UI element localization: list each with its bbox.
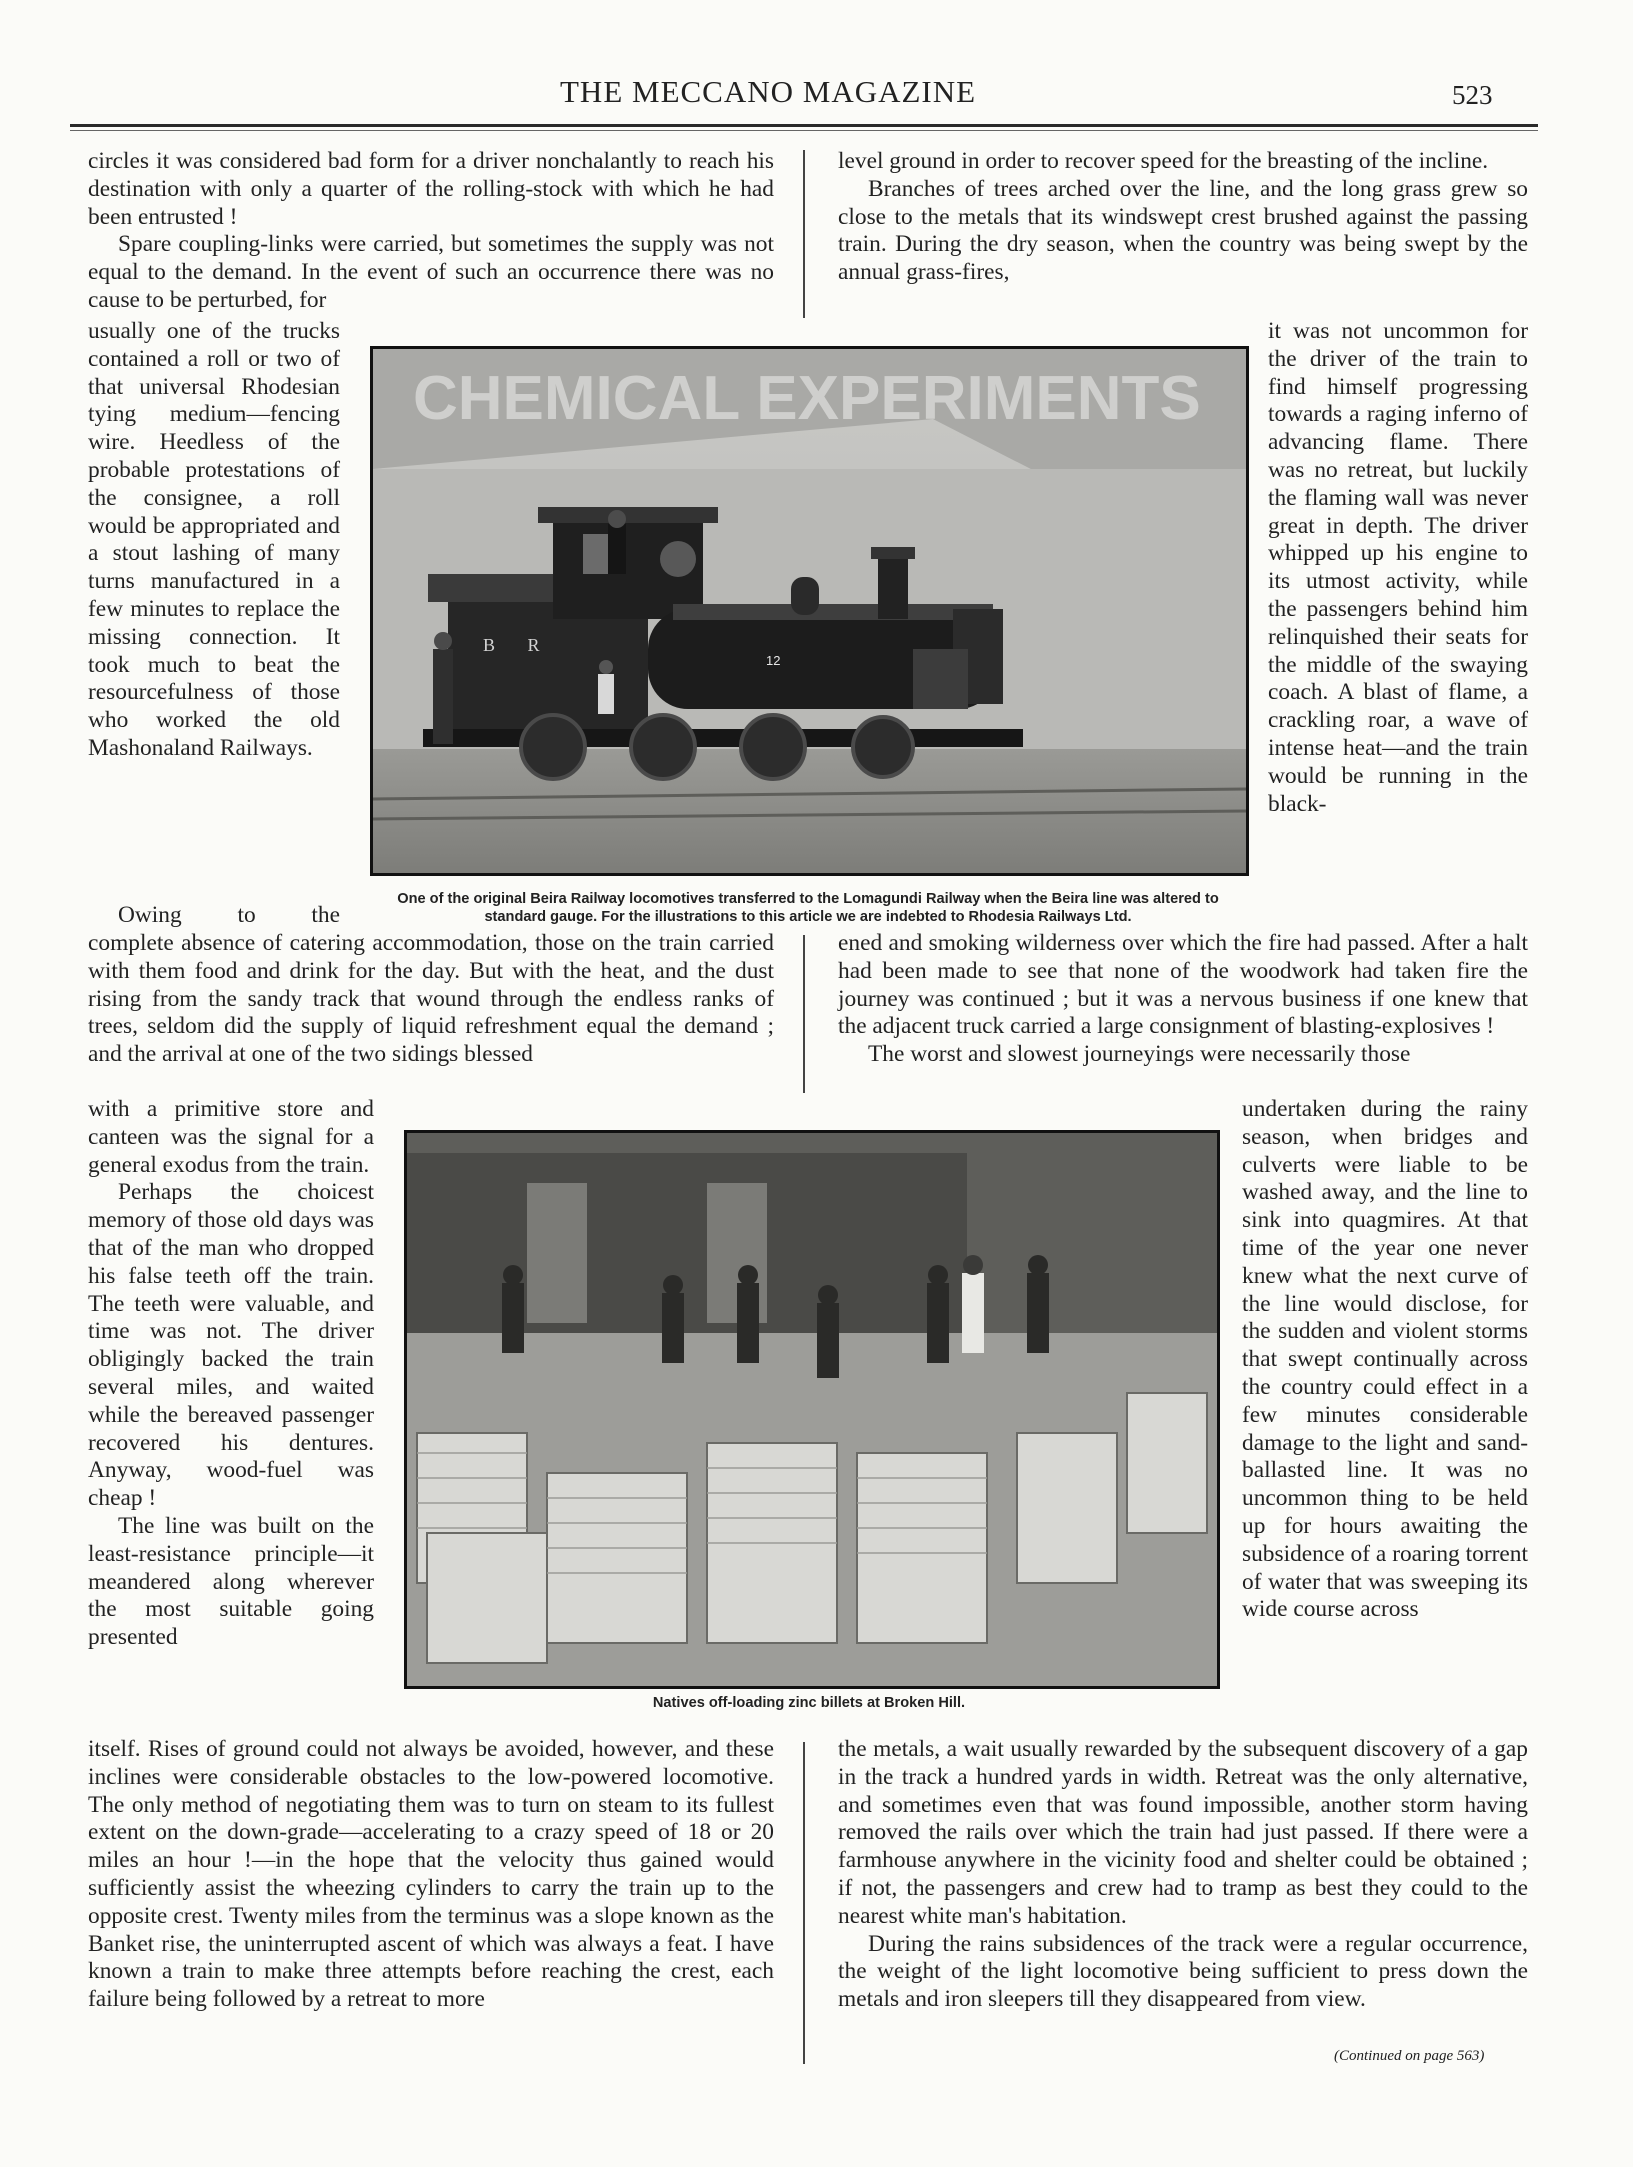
paragraph: complete absence of catering accommodation, those on the train carried with them food and drink for the day. But with the heat, and the dust rising from the sandy track that wound through the endless ranks of trees, seldom did the supply of liquid refreshment equal the demand ; and the arrival at one of the two sidings blessed bbox=[88, 930, 774, 1068]
left-wrap-text-2 bbox=[88, 1096, 374, 1652]
left-column-top bbox=[88, 148, 774, 315]
right-column-middle bbox=[838, 930, 1528, 1069]
zinc-billets-photo bbox=[404, 1130, 1220, 1689]
zinc-billets-photo-caption: Natives off-loading zinc billets at Broken Hill. bbox=[652, 1695, 966, 1711]
column-divider bbox=[803, 150, 805, 318]
paragraph: the metals, a wait usually rewarded by the subsequent discovery of a gap in the track a hundred yards in width. Retreat was the only alternative, and sometimes even that was found impossible, another storm having removed the rails over which the train had just passed. If there were a farmhouse anywhere in the vicinity food and shelter could be obtained ; if not, the passengers and crew had to tramp as best they could to the nearest white man's habitation. bbox=[838, 1736, 1528, 1929]
column-divider bbox=[803, 1742, 805, 2064]
right-wrap-text-1 bbox=[1268, 318, 1528, 818]
zinc-billets-illustration bbox=[407, 1133, 1217, 1686]
header-rule-thin bbox=[70, 130, 1538, 131]
paragraph: usually one of the trucks contained a roll or two of that universal Rhodesian tying medium—fencing wire. Heedless of the probable protestations of the consignee, a roll would be appropriated and a stout lashing of many turns manufactured in a few minutes to replace the missing connection. It took much to beat the resourcefulness of those who worked the old Mashonaland Railways. bbox=[88, 318, 340, 761]
continued-note: (Continued on page 563) bbox=[1334, 2048, 1485, 2064]
magazine-title: THE MECCANO MAGAZINE bbox=[560, 74, 977, 109]
paragraph: Perhaps the choicest memory of those old days was that of the man who dropped his false teeth off the train. The teeth were valuable, and time was not. The driver obligingly backed the train several miles, and waited while the bereaved passenger recovered his dentures. Anyway, wood-fuel was cheap ! bbox=[88, 1179, 374, 1512]
header-rule bbox=[70, 124, 1538, 127]
paragraph: Owing to the bbox=[118, 902, 340, 928]
paragraph: ened and smoking wilderness over which the fire had passed. After a halt had been made to see that none of the woodwork had taken fire the journey was continued ; but it was a nervous business if one knew that the adjacent truck carried a large consignment of blasting-explosives ! bbox=[838, 930, 1528, 1040]
locomotive-photo bbox=[370, 346, 1249, 876]
left-wrap-owing bbox=[88, 902, 340, 930]
paragraph: Spare coupling-links were carried, but sometimes the supply was not equal to the demand. In the event of such an occurrence there was no cause to be perturbed, for bbox=[88, 231, 774, 313]
paragraph: The worst and slowest journeyings were necessarily those bbox=[868, 1041, 1411, 1068]
paragraph: itself. Rises of ground could not always be avoided, however, and these inclines were considerable obstacles to the low-powered locomotive. The only method of negotiating them was to turn on steam to its fullest extent on the down-grade—accelerating to a crazy speed of 18 or 20 miles an hour !—in the hope that the velocity thus gained would sufficiently assist the wheezing cylinders to carry the train up to the opposite crest. Twenty miles from the terminus was a slope known as the Banket rise, the uninterrupted ascent of which was always a feat. I have known a train to make three attempts before reaching the crest, each failure being followed by a retreat to more bbox=[88, 1736, 774, 2013]
column-divider bbox=[803, 935, 805, 1093]
paragraph: it was not uncommon for the driver of the train to find himself progressing towards a raging inferno of advancing flame. There was no retreat, but luckily the flaming wall was never great in depth. The driver whipped up his engine to its utmost activity, while the passengers behind him relinquished their seats for the middle of the swaying coach. A blast of flame, a crackling roar, a wave of intense heat—and the train would be running in the black- bbox=[1268, 318, 1528, 817]
page-number: 523 bbox=[1452, 80, 1493, 110]
wall-sign: CHEMICAL EXPERIMENTS bbox=[413, 364, 1201, 433]
paragraph: level ground in order to recover speed for the breasting of the incline. bbox=[838, 148, 1489, 174]
paragraph: circles it was considered bad form for a driver nonchalantly to reach his destination with only a quarter of the rolling-stock with which he had been entrusted ! bbox=[88, 148, 774, 230]
right-column-bottom bbox=[838, 1736, 1528, 2014]
left-column-bottom bbox=[88, 1736, 774, 2014]
tender-letters: B R bbox=[483, 635, 554, 655]
loco-number: 12 bbox=[766, 653, 781, 668]
locomotive-illustration bbox=[373, 349, 1246, 873]
paragraph: During the rains subsidences of the track were a regular occurrence, the weight of the light locomotive being sufficient to press down the metals and iron sleepers till they disappeared from view. bbox=[838, 1930, 1528, 2013]
locomotive-photo-caption: One of the original Beira Railway locomotives transferred to the Lomagundi Railway when the Beira line was altered to standard gauge. For the illustrations to this article we are indebted to Rhodesia Railways Ltd. bbox=[397, 891, 1219, 925]
right-column-top bbox=[838, 148, 1528, 287]
paragraph: The line was built on the least-resistance principle—it meandered along wherever the most suitable going presented bbox=[88, 1512, 374, 1651]
paragraph: undertaken during the rainy season, when bridges and culverts were liable to be washed away, and the line to sink into quagmires. At that time of the year one never knew what the next curve of the line would disclose, for the sudden and violent storms that swept continually across the country could effect in a few minutes considerable damage to the light and sand-ballasted line. It was no uncommon thing to be held up for hours awaiting the subsidence of a roaring torrent of water that was sweeping its wide course across bbox=[1242, 1096, 1528, 1623]
left-wrap-text-1 bbox=[88, 318, 340, 763]
right-wrap-text-2 bbox=[1242, 1096, 1528, 1624]
left-column-middle bbox=[88, 930, 774, 1069]
paragraph: Branches of trees arched over the line, and the long grass grew so close to the metals that its windswept crest brushed against the passing train. During the dry season, when the country was being swept by the annual grass-fires, bbox=[838, 175, 1528, 286]
paragraph: with a primitive store and canteen was the signal for a general exodus from the train. bbox=[88, 1096, 374, 1178]
